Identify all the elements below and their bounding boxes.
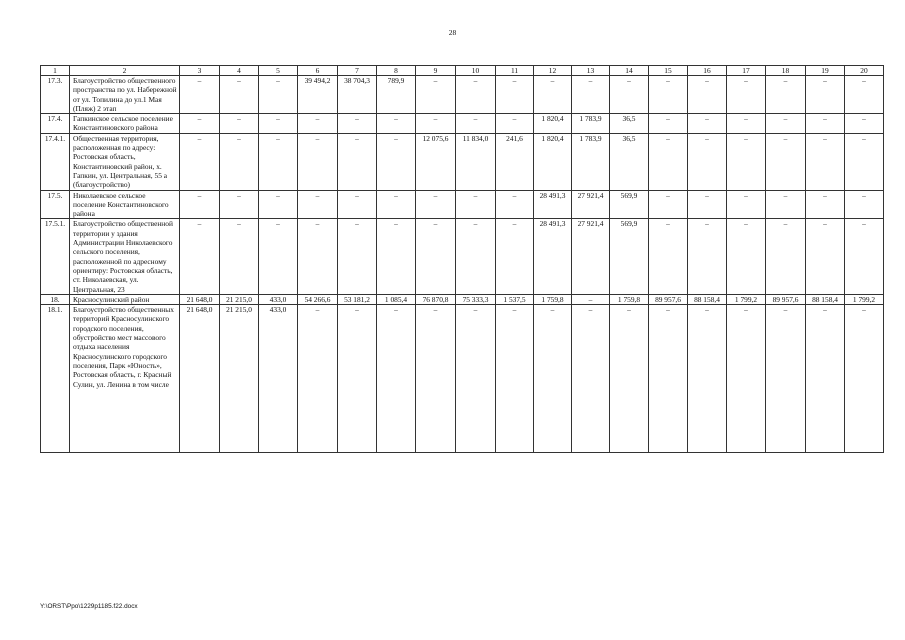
value-cell: – xyxy=(806,305,845,453)
table-row xyxy=(41,76,884,114)
value-cell: – xyxy=(845,114,884,134)
row-name: Благоустройство общественных территорий Красносулинского городского поселения, обустройство мест массового отдыха населения Красносулинского городского поселения, Парк «Юность», Ростовская область, г. Красный Сулин, ул. Ленина в том числе xyxy=(70,305,180,453)
row-number: 17.5. xyxy=(41,190,70,219)
column-header: 12 xyxy=(534,66,572,76)
page-number: 28 xyxy=(448,28,457,37)
value-cell: – xyxy=(845,190,884,219)
column-header: 14 xyxy=(610,66,649,76)
table-row xyxy=(41,114,884,134)
data-table xyxy=(40,65,884,453)
value-cell: – xyxy=(766,114,806,134)
value-cell: – xyxy=(727,190,766,219)
value-cell: 89 957,6 xyxy=(649,294,688,304)
value-cell: – xyxy=(845,305,884,453)
column-header: 15 xyxy=(649,66,688,76)
file-path-footer: Y:\ORST\Ppo\1229p1185.f22.docx xyxy=(40,603,138,610)
value-cell: – xyxy=(456,305,496,453)
column-header: 6 xyxy=(298,66,338,76)
value-cell: 11 834,0 xyxy=(456,133,496,190)
value-cell: – xyxy=(416,190,456,219)
value-cell: 21 215,0 xyxy=(220,305,259,453)
value-cell: 27 921,4 xyxy=(572,219,610,294)
value-cell: 1 820,4 xyxy=(534,114,572,134)
value-cell: 54 266,6 xyxy=(298,294,338,304)
row-name: Благоустройство общественной территории у здания Администрации Николаевского сельского поселения, расположенной по адресному ориентиру: Ростовская область, ст. Николаевская, ул. Центральная, 23 xyxy=(70,219,180,294)
value-cell: – xyxy=(766,219,806,294)
value-cell: 36,5 xyxy=(610,133,649,190)
value-cell: – xyxy=(649,114,688,134)
value-cell: – xyxy=(572,305,610,453)
value-cell: – xyxy=(688,190,727,219)
table-row xyxy=(41,294,884,304)
value-cell: – xyxy=(180,76,220,114)
value-cell: – xyxy=(377,190,416,219)
value-cell: – xyxy=(845,133,884,190)
row-name: Красносулинский район xyxy=(70,294,180,304)
value-cell: – xyxy=(649,305,688,453)
value-cell: – xyxy=(416,219,456,294)
value-cell: 38 704,3 xyxy=(338,76,377,114)
value-cell: – xyxy=(259,190,298,219)
value-cell: – xyxy=(180,133,220,190)
value-cell: – xyxy=(180,190,220,219)
value-cell: – xyxy=(416,76,456,114)
column-header: 4 xyxy=(220,66,259,76)
column-header: 7 xyxy=(338,66,377,76)
value-cell: 1 759,8 xyxy=(534,294,572,304)
row-number: 17.3. xyxy=(41,76,70,114)
value-cell: 241,6 xyxy=(496,133,534,190)
value-cell: – xyxy=(572,76,610,114)
column-header: 13 xyxy=(572,66,610,76)
value-cell: – xyxy=(766,133,806,190)
row-number: 18.1. xyxy=(41,305,70,453)
value-cell: – xyxy=(766,190,806,219)
column-header: 11 xyxy=(496,66,534,76)
value-cell: – xyxy=(456,219,496,294)
value-cell: – xyxy=(338,219,377,294)
column-header: 17 xyxy=(727,66,766,76)
column-header: 5 xyxy=(259,66,298,76)
value-cell: 1 759,8 xyxy=(610,294,649,304)
table-row xyxy=(41,219,884,294)
value-cell: 39 494,2 xyxy=(298,76,338,114)
value-cell: – xyxy=(806,76,845,114)
value-cell: – xyxy=(496,305,534,453)
row-name: Николаевское сельское поселение Константиновского района xyxy=(70,190,180,219)
value-cell: – xyxy=(496,114,534,134)
value-cell: 433,0 xyxy=(259,305,298,453)
value-cell: – xyxy=(220,219,259,294)
value-cell: – xyxy=(259,114,298,134)
value-cell: – xyxy=(572,294,610,304)
value-cell: – xyxy=(180,219,220,294)
row-number: 17.4. xyxy=(41,114,70,134)
value-cell: 1 085,4 xyxy=(377,294,416,304)
value-cell: – xyxy=(456,190,496,219)
value-cell: 75 333,3 xyxy=(456,294,496,304)
value-cell: – xyxy=(688,219,727,294)
value-cell: 569,9 xyxy=(610,190,649,219)
value-cell: 1 783,9 xyxy=(572,133,610,190)
value-cell: – xyxy=(727,114,766,134)
value-cell: – xyxy=(649,76,688,114)
column-header: 2 xyxy=(70,66,180,76)
value-cell: – xyxy=(534,305,572,453)
value-cell: – xyxy=(220,190,259,219)
value-cell: – xyxy=(298,305,338,453)
value-cell: – xyxy=(220,76,259,114)
column-header: 8 xyxy=(377,66,416,76)
value-cell: – xyxy=(416,114,456,134)
row-number: 18. xyxy=(41,294,70,304)
column-header: 3 xyxy=(180,66,220,76)
value-cell: – xyxy=(496,219,534,294)
value-cell: – xyxy=(338,305,377,453)
value-cell: – xyxy=(220,114,259,134)
value-cell: – xyxy=(220,133,259,190)
value-cell: – xyxy=(806,133,845,190)
value-cell: – xyxy=(727,219,766,294)
value-cell: – xyxy=(496,190,534,219)
value-cell: 89 957,6 xyxy=(766,294,806,304)
value-cell: – xyxy=(338,190,377,219)
value-cell: 1 537,5 xyxy=(496,294,534,304)
value-cell: 21 648,0 xyxy=(180,305,220,453)
column-number-row xyxy=(41,66,884,76)
value-cell: 88 158,4 xyxy=(688,294,727,304)
value-cell: 76 870,8 xyxy=(416,294,456,304)
value-cell: – xyxy=(766,305,806,453)
value-cell: – xyxy=(180,114,220,134)
value-cell: – xyxy=(610,305,649,453)
value-cell: – xyxy=(259,133,298,190)
value-cell: 1 799,2 xyxy=(845,294,884,304)
value-cell: – xyxy=(456,76,496,114)
column-header: 9 xyxy=(416,66,456,76)
value-cell: – xyxy=(377,219,416,294)
value-cell: – xyxy=(377,114,416,134)
value-cell: – xyxy=(649,190,688,219)
value-cell: – xyxy=(806,190,845,219)
value-cell: – xyxy=(649,133,688,190)
column-header: 20 xyxy=(845,66,884,76)
column-header: 19 xyxy=(806,66,845,76)
value-cell: – xyxy=(845,219,884,294)
value-cell: – xyxy=(338,114,377,134)
value-cell: – xyxy=(688,133,727,190)
value-cell: 1 783,9 xyxy=(572,114,610,134)
value-cell: 21 215,0 xyxy=(220,294,259,304)
value-cell: – xyxy=(688,305,727,453)
row-name: Общественная территория, расположенная по адресу: Ростовская область, Константиновский район, х. Гапкин, ул. Центральная, 55 а (благоустройство) xyxy=(70,133,180,190)
value-cell: 789,9 xyxy=(377,76,416,114)
value-cell: 1 820,4 xyxy=(534,133,572,190)
value-cell: 88 158,4 xyxy=(806,294,845,304)
value-cell: – xyxy=(727,305,766,453)
value-cell: – xyxy=(298,114,338,134)
value-cell: – xyxy=(806,114,845,134)
value-cell: – xyxy=(727,76,766,114)
value-cell: 569,9 xyxy=(610,219,649,294)
value-cell: – xyxy=(338,133,377,190)
row-name: Благоустройство общественного пространства по ул. Набережной от ул. Топилина до ул.1 Мая (Пляж) 2 этап xyxy=(70,76,180,114)
value-cell: 12 075,6 xyxy=(416,133,456,190)
value-cell: – xyxy=(377,133,416,190)
value-cell: – xyxy=(766,76,806,114)
value-cell: – xyxy=(496,76,534,114)
value-cell: 28 491,3 xyxy=(534,190,572,219)
column-header: 1 xyxy=(41,66,70,76)
value-cell: – xyxy=(845,76,884,114)
value-cell: 433,0 xyxy=(259,294,298,304)
value-cell: – xyxy=(377,305,416,453)
value-cell: – xyxy=(456,114,496,134)
value-cell: 36,5 xyxy=(610,114,649,134)
value-cell: – xyxy=(259,219,298,294)
value-cell: – xyxy=(416,305,456,453)
value-cell: 1 799,2 xyxy=(727,294,766,304)
value-cell: – xyxy=(610,76,649,114)
table-row xyxy=(41,190,884,219)
value-cell: – xyxy=(298,190,338,219)
value-cell: 27 921,4 xyxy=(572,190,610,219)
value-cell: – xyxy=(649,219,688,294)
value-cell: 28 491,3 xyxy=(534,219,572,294)
value-cell: 53 181,2 xyxy=(338,294,377,304)
value-cell: – xyxy=(259,76,298,114)
value-cell: – xyxy=(727,133,766,190)
table-row xyxy=(41,305,884,453)
row-number: 17.4.1. xyxy=(41,133,70,190)
column-header: 10 xyxy=(456,66,496,76)
row-number: 17.5.1. xyxy=(41,219,70,294)
column-header: 16 xyxy=(688,66,727,76)
value-cell: – xyxy=(806,219,845,294)
value-cell: – xyxy=(298,219,338,294)
value-cell: – xyxy=(688,76,727,114)
row-name: Гапкинское сельское поселение Константиновского района xyxy=(70,114,180,134)
column-header: 18 xyxy=(766,66,806,76)
value-cell: 21 648,0 xyxy=(180,294,220,304)
value-cell: – xyxy=(534,76,572,114)
value-cell: – xyxy=(298,133,338,190)
table-row xyxy=(41,133,884,190)
value-cell: – xyxy=(688,114,727,134)
